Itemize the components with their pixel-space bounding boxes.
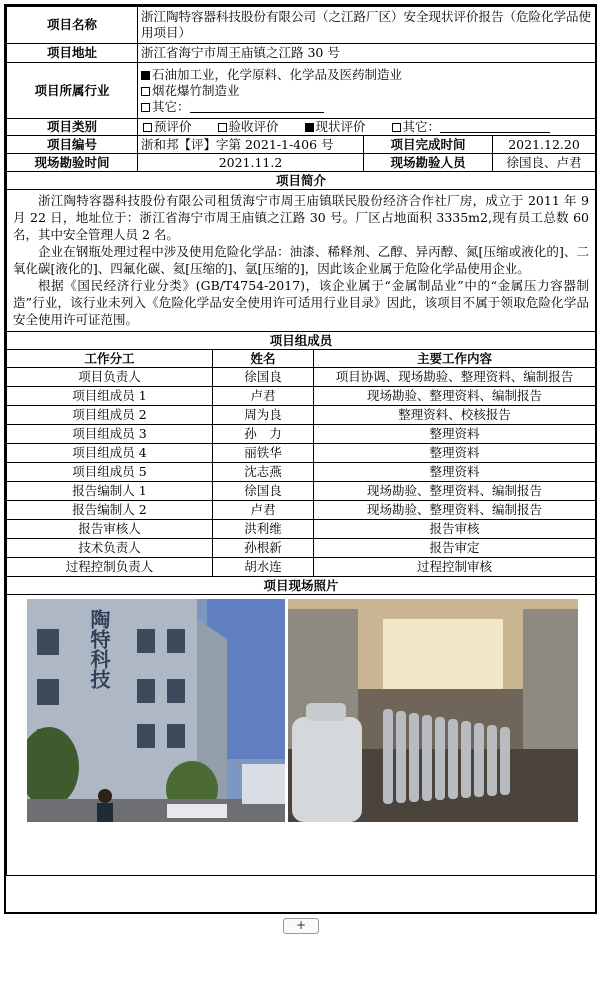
intro-paragraph: 浙江陶特容器科技股份有限公司租赁海宁市周王庙镇联民股份经济合作社厂房，成立于 2011 年 9 月 22 日，地址位于：浙江省海宁市周王庙镇之江路 30 号。厂区占地面积 3335m2,现有员工总数 60 名，其中安全管理人员 2 名。: [13, 193, 590, 242]
intro-paragraph: 根据《国民经济行业分类》(GB/T4754-2017)，该企业属于“金属制品业”中的“金属压力容器制造”行业，该行业未列入《危险化学品安全使用许可适用行业目录》因此，该项目不属于领取危险化学品安全使用许可证范围。: [13, 278, 590, 327]
building-sign-text: 陶特科技: [87, 609, 111, 689]
member-role: 报告编制人 2: [7, 501, 213, 520]
member-name: 卢君: [213, 387, 314, 406]
gas-cylinder: [383, 709, 393, 804]
checkbox-empty-icon: [141, 87, 150, 96]
gas-cylinder: [474, 723, 484, 797]
member-name: 徐国良: [213, 482, 314, 501]
member-duty: 整理资料、校核报告: [314, 406, 596, 425]
member-name: 卢君: [213, 501, 314, 520]
member-row: [7, 387, 596, 406]
site-photo-building: [27, 599, 285, 822]
gas-cylinder: [422, 715, 432, 801]
completion-label: 项目完成时间: [364, 136, 493, 154]
members-col-role: 工作分工: [7, 350, 213, 368]
member-duty: 报告审核: [314, 520, 596, 539]
member-row: [7, 482, 596, 501]
gas-cylinder: [487, 725, 497, 796]
member-duty: 过程控制审核: [314, 558, 596, 577]
address-value: 浙江省海宁市周王庙镇之江路 30 号: [138, 44, 596, 63]
member-row: [7, 520, 596, 539]
members-col-name: 姓名: [213, 350, 314, 368]
type-options: 预评价 验收评价 现状评价 其它：: [138, 119, 596, 136]
expand-button[interactable]: +: [283, 918, 319, 934]
member-row: [7, 501, 596, 520]
member-row: [7, 463, 596, 482]
member-role: 项目组成员 5: [7, 463, 213, 482]
industry-options: [138, 63, 596, 119]
members-col-duty: 主要工作内容: [314, 350, 596, 368]
member-name: 沈志燕: [213, 463, 314, 482]
member-duty: 整理资料: [314, 444, 596, 463]
industry-option-1: 石油加工业，化学原料、化学品及医药制造业: [141, 67, 592, 83]
member-role: 报告编制人 1: [7, 482, 213, 501]
member-duty: 现场勘验、整理资料、编制报告: [314, 482, 596, 501]
intro-paragraph: 企业在钢瓶处理过程中涉及使用危险化学品：油漆、稀释剂、乙醇、异丙醇、氮[压缩或液化的]、二氧化碳[液化的]、四氟化碳、氦[压缩的]、氩[压缩的]，因此该企业属于危险化学品使用企业。: [13, 244, 590, 276]
member-row: [7, 558, 596, 577]
member-role: 项目组成员 4: [7, 444, 213, 463]
checkbox-empty-icon: [218, 123, 227, 132]
member-row: [7, 444, 596, 463]
members-title: 项目组成员: [7, 332, 596, 350]
site-photo-cylinders: [288, 599, 578, 822]
type-label: 项目类别: [7, 119, 138, 136]
members-rows: [7, 368, 596, 577]
member-duty: 整理资料: [314, 463, 596, 482]
building-photo-illustration: [27, 599, 285, 822]
industry-label: 项目所属行业: [7, 63, 138, 119]
member-role: 报告审核人: [7, 520, 213, 539]
member-name: 孙 力: [213, 425, 314, 444]
survey-time-label: 现场勘验时间: [7, 154, 138, 172]
member-role: 项目组成员 1: [7, 387, 213, 406]
gas-cylinder: [409, 713, 419, 802]
member-duty: 现场勘验、整理资料、编制报告: [314, 501, 596, 520]
project-name-label: 项目名称: [7, 7, 138, 44]
surveyors-label: 现场勘验人员: [364, 154, 493, 172]
member-row: [7, 406, 596, 425]
checkbox-checked-icon: [305, 123, 314, 132]
intro-body: [7, 190, 596, 332]
report-sheet: [4, 4, 597, 914]
cylinders-photo-illustration: [288, 599, 578, 822]
number-value: 浙和邦【评】字第 2021-1-406 号: [138, 136, 364, 154]
member-duty: 报告审定: [314, 539, 596, 558]
checkbox-empty-icon: [392, 123, 401, 132]
number-label: 项目编号: [7, 136, 138, 154]
checkbox-empty-icon: [141, 103, 150, 112]
member-name: 孙根新: [213, 539, 314, 558]
project-name-value: 浙江陶特容器科技股份有限公司（之江路厂区）安全现状评价报告（危险化学品使用项目）: [138, 7, 596, 44]
member-name: 徐国良: [213, 368, 314, 387]
member-name: 丽铁华: [213, 444, 314, 463]
industry-option-2: 烟花爆竹制造业: [141, 83, 592, 99]
member-duty: 现场勘验、整理资料、编制报告: [314, 387, 596, 406]
photos-cell: [7, 595, 596, 876]
member-role: 过程控制负责人: [7, 558, 213, 577]
member-row: [7, 539, 596, 558]
project-info-table: [6, 6, 596, 876]
photos-area: [7, 595, 595, 875]
completion-value: 2021.12.20: [493, 136, 596, 154]
gas-cylinder: [435, 717, 445, 800]
industry-option-3: 其它：: [141, 99, 592, 115]
fill-blank-line: [190, 100, 324, 113]
gas-cylinder: [396, 711, 406, 803]
member-role: 项目负责人: [7, 368, 213, 387]
gas-cylinder: [500, 727, 510, 795]
photos-title: 项目现场照片: [7, 577, 596, 595]
member-name: 洪利维: [213, 520, 314, 539]
member-name: 周为良: [213, 406, 314, 425]
intro-title: 项目简介: [7, 172, 596, 190]
gas-cylinder: [461, 721, 471, 798]
gas-cylinder: [448, 719, 458, 799]
member-role: 技术负责人: [7, 539, 213, 558]
checkbox-empty-icon: [143, 123, 152, 132]
member-duty: 整理资料: [314, 425, 596, 444]
member-row: [7, 368, 596, 387]
member-role: 项目组成员 3: [7, 425, 213, 444]
surveyors-value: 徐国良、卢君: [493, 154, 596, 172]
member-duty: 项目协调、现场勘验、整理资料、编制报告: [314, 368, 596, 387]
member-name: 胡水连: [213, 558, 314, 577]
member-role: 项目组成员 2: [7, 406, 213, 425]
member-row: [7, 425, 596, 444]
survey-time-value: 2021.11.2: [138, 154, 364, 172]
fill-blank-line: [440, 120, 550, 133]
checkbox-checked-icon: [141, 71, 150, 80]
address-label: 项目地址: [7, 44, 138, 63]
